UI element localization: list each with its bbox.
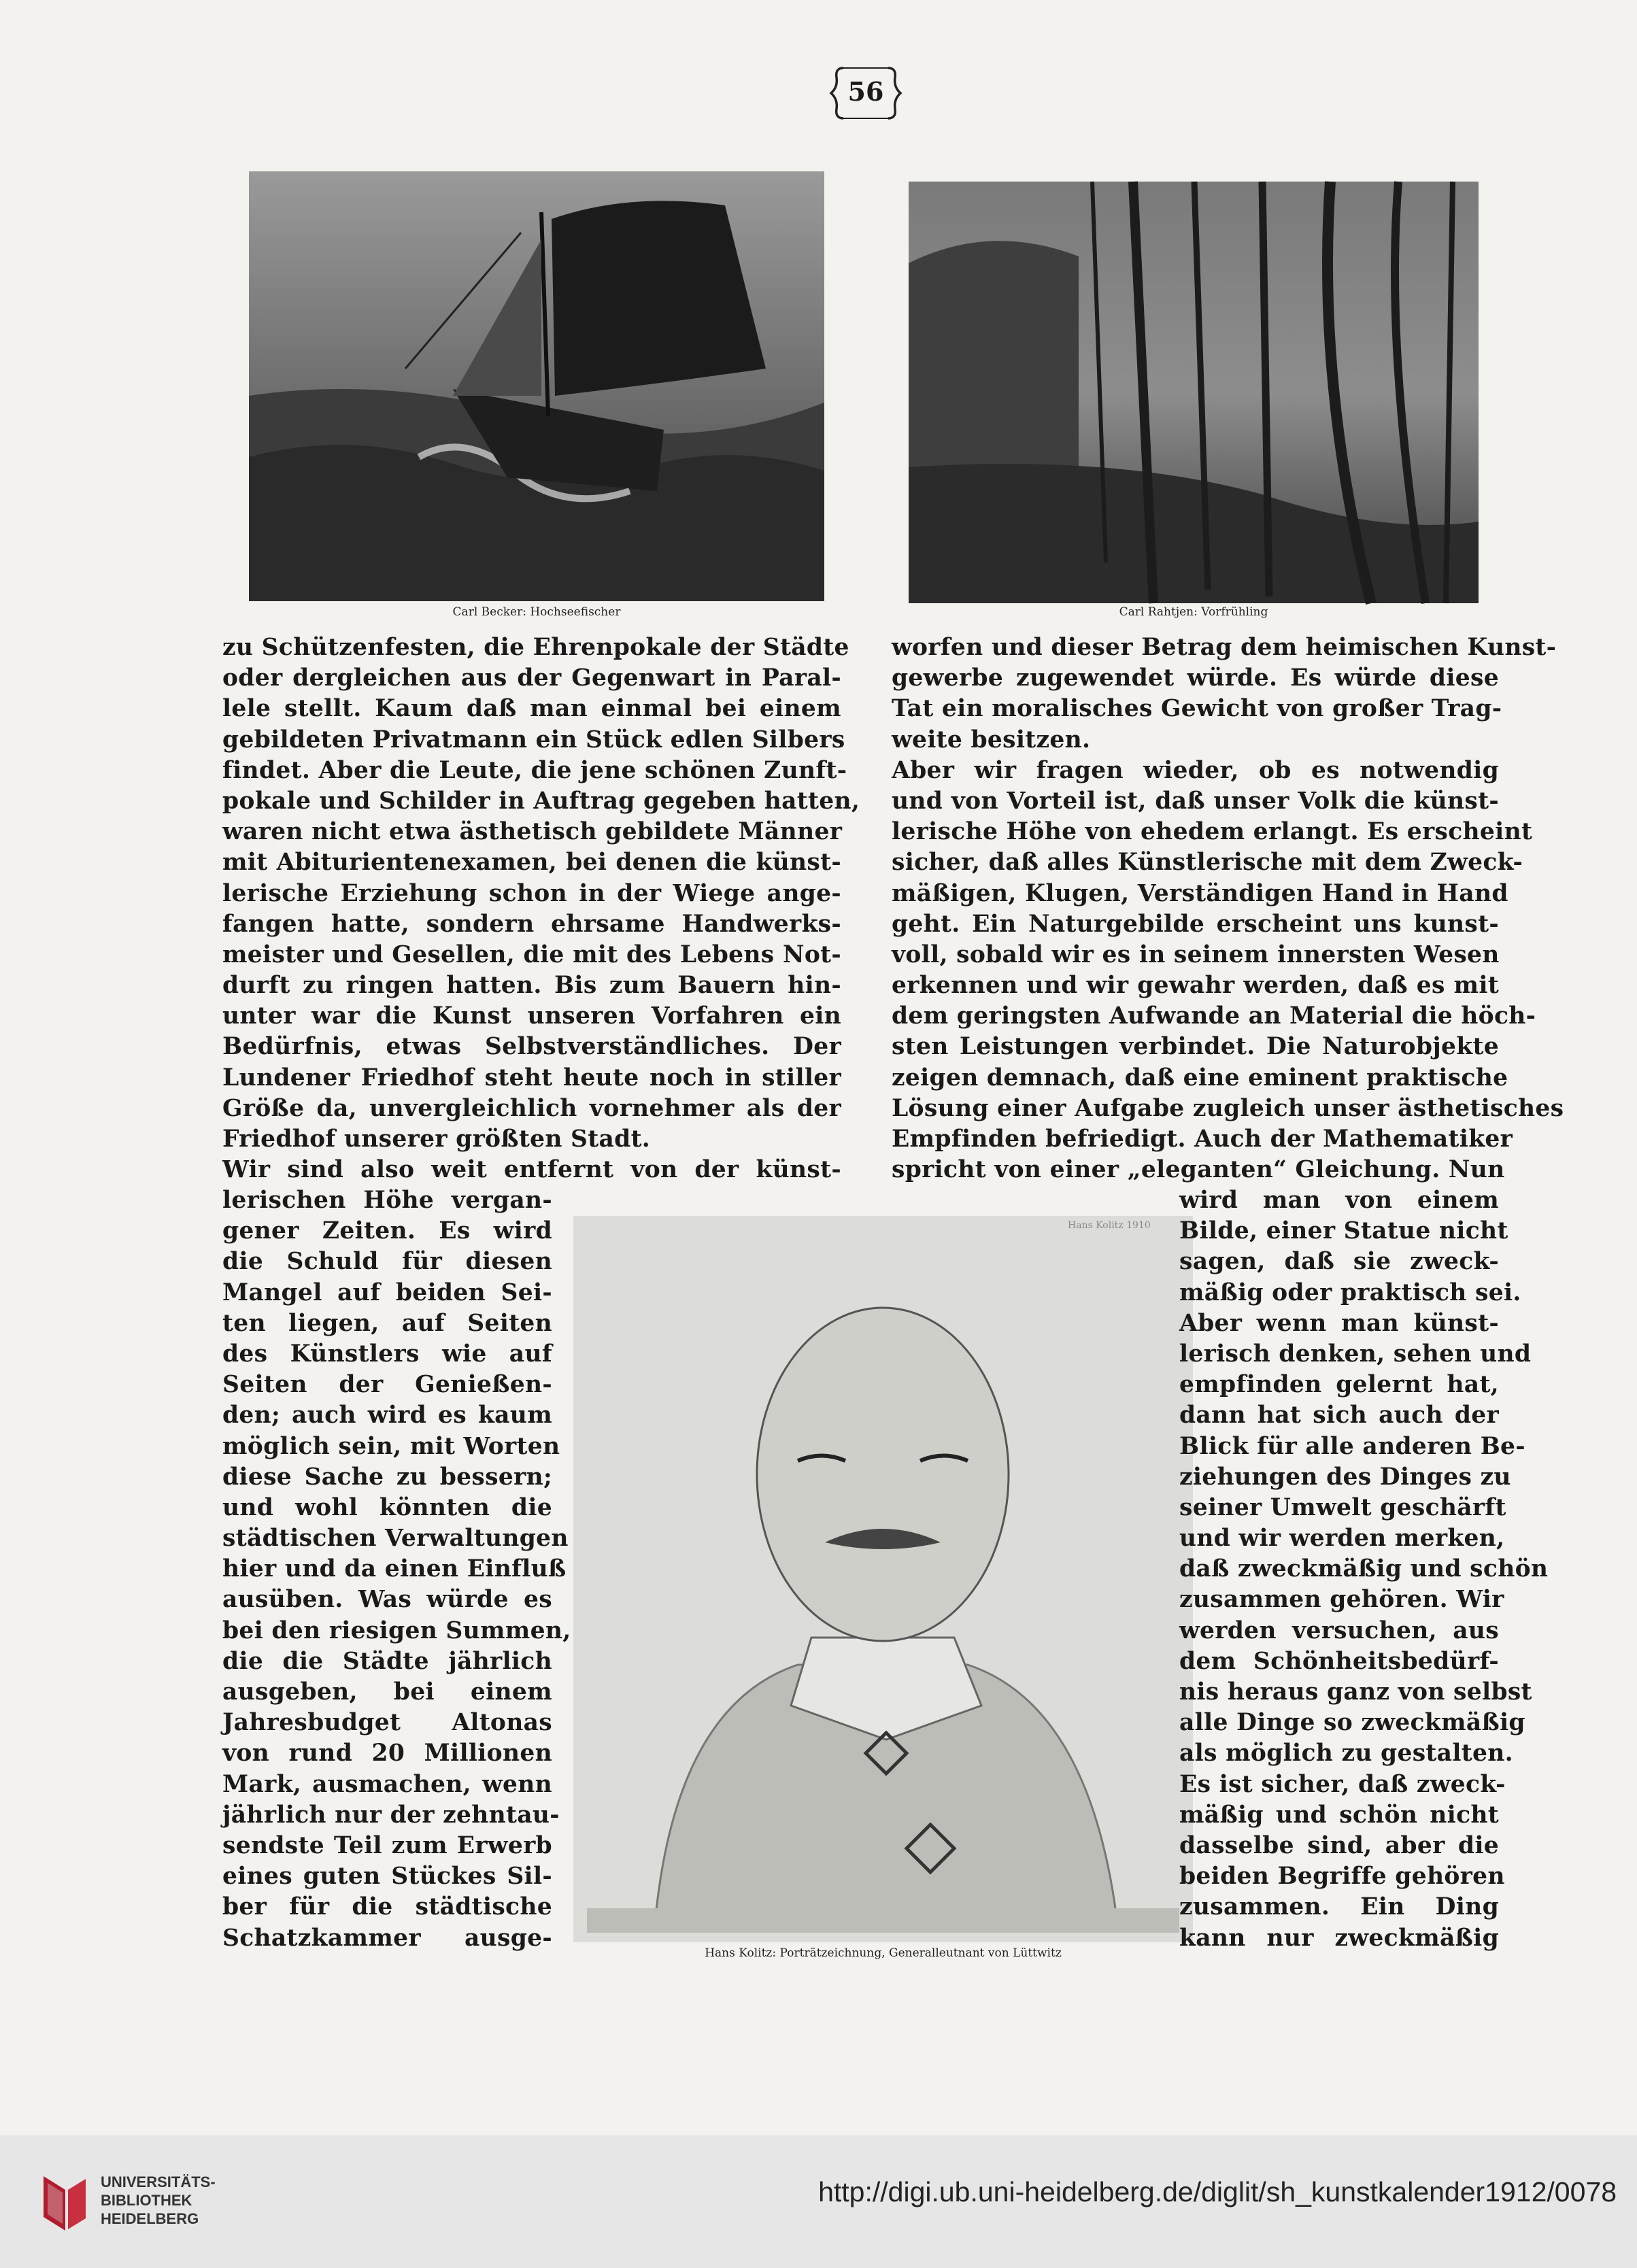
- text-line: lele stellt. Kaum daß man einmal bei einem: [222, 695, 841, 723]
- text-line: spricht von einer „eleganten“ Gleichung. Nun: [892, 1156, 1505, 1184]
- text-line: unter war die Kunst unseren Vorfahren ein: [222, 1002, 841, 1030]
- text-line: Empfinden befriedigt. Auch der Mathematiker: [892, 1125, 1513, 1153]
- text-line: Seiten der Genießen-: [222, 1371, 552, 1399]
- library-name-line: BIBLIOTHEK: [101, 2192, 192, 2209]
- text-line: Tat ein moralisches Gewicht von großer Trag-: [892, 695, 1502, 723]
- text-line: und von Vorteil ist, daß unser Volk die künst-: [892, 787, 1499, 815]
- text-line: fangen hatte, sondern ehrsame Handwerks-: [222, 910, 841, 938]
- right-column: [892, 632, 1564, 1185]
- text-line: dasselbe sind, aber die: [1179, 1831, 1499, 1859]
- text-line: von rund 20 Millionen: [222, 1740, 552, 1767]
- text-line: Bedürfnis, etwas Selbstverständliches. Der: [222, 1033, 841, 1061]
- text-line: weite besitzen.: [892, 726, 1091, 754]
- text-line: hier und da einen Einfluß: [222, 1555, 567, 1583]
- text-line: des Künstlers wie auf: [222, 1340, 552, 1368]
- text-line: kann nur zweckmäßig: [1179, 1924, 1499, 1952]
- left-column: [222, 632, 860, 1185]
- text-line: alle Dinge so zweckmäßig: [1179, 1709, 1525, 1737]
- text-line: Aber wir fragen wieder, ob es notwendig: [892, 756, 1499, 784]
- portrait-drawing: [573, 1216, 1193, 1942]
- text-line: ten liegen, auf Seiten: [222, 1309, 552, 1337]
- text-line: Lösung einer Aufgabe zugleich unser ästhetisches: [892, 1094, 1564, 1122]
- library-name-line: UNIVERSITÄTS-: [101, 2173, 216, 2190]
- text-line: Mangel auf beiden Sei-: [222, 1279, 552, 1306]
- text-line: als möglich zu gestalten.: [1179, 1740, 1513, 1767]
- text-line: voll, sobald wir es in seinem innersten Wesen: [892, 941, 1500, 968]
- text-line: nis heraus ganz von selbst: [1179, 1678, 1532, 1706]
- text-line: mäßig oder praktisch sei.: [1179, 1279, 1521, 1306]
- page-number-ornament: [828, 63, 903, 124]
- right-narrow-column: [1179, 1185, 1549, 1954]
- text-line: gener Zeiten. Es wird: [222, 1217, 552, 1245]
- text-line: findet. Aber die Leute, die jene schönen Zunft-: [222, 756, 847, 784]
- page-number: 56: [847, 76, 884, 107]
- text-line: ausüben. Was würde es: [222, 1586, 552, 1614]
- text-line: sagen, daß sie zweck-: [1179, 1248, 1499, 1276]
- text-line: lerischen Höhe vergan-: [222, 1187, 552, 1214]
- text-line: lerische Höhe von ehedem erlangt. Es erscheint: [892, 818, 1533, 846]
- text-line: Wir sind also weit entfernt von der künst-: [222, 1156, 841, 1184]
- text-line: wird man von einem: [1179, 1187, 1499, 1214]
- text-line: erkennen und wir gewahr werden, daß es mit: [892, 972, 1499, 1000]
- text-line: und wohl könnten die: [222, 1493, 552, 1521]
- text-line: jährlich nur der zehntau-: [222, 1801, 560, 1829]
- text-line: ziehungen des Dinges zu: [1179, 1463, 1511, 1491]
- text-line: durft zu ringen hatten. Bis zum Bauern hin-: [222, 972, 841, 1000]
- text-line: mit Abiturientenexamen, bei denen die künst-: [222, 849, 841, 877]
- text-line: Friedhof unserer größten Stadt.: [222, 1125, 651, 1153]
- text-line: zu Schützenfesten, die Ehrenpokale der Städte: [222, 634, 849, 661]
- university-logo-icon: [38, 2169, 89, 2234]
- text-line: gewerbe zugewendet würde. Es würde diese: [892, 664, 1499, 692]
- portrait-signature: Hans Kolitz 1910: [1068, 1220, 1151, 1231]
- text-line: die Schuld für diesen: [222, 1248, 552, 1276]
- text-line: werden versuchen, aus: [1179, 1617, 1499, 1644]
- text-line: diese Sache zu bessern;: [222, 1463, 552, 1491]
- text-line: eines guten Stückes Sil-: [222, 1863, 552, 1891]
- text-line: beiden Begriffe gehören: [1179, 1863, 1505, 1891]
- forest-painting: [909, 182, 1479, 603]
- text-line: daß zweckmäßig und schön: [1179, 1555, 1549, 1583]
- ship-caption: Carl Becker: Hochseefischer: [452, 605, 621, 619]
- left-narrow-column: [222, 1185, 571, 1954]
- text-line: Aber wenn man künst-: [1179, 1309, 1499, 1337]
- text-line: seiner Umwelt geschärft: [1179, 1493, 1506, 1521]
- text-line: Lundener Friedhof steht heute noch in stiller: [222, 1064, 841, 1091]
- text-line: städtischen Verwaltungen: [222, 1525, 569, 1553]
- text-line: Größe da, unvergleichlich vornehmer als der: [222, 1094, 841, 1122]
- text-line: Mark, ausmachen, wenn: [222, 1770, 552, 1798]
- text-line: zusammen. Ein Ding: [1179, 1893, 1499, 1921]
- text-line: oder dergleichen aus der Gegenwart in Paral-: [222, 664, 841, 692]
- text-line: den; auch wird es kaum: [222, 1402, 552, 1429]
- text-line: empfinden gelernt hat,: [1179, 1371, 1499, 1399]
- text-line: dann hat sich auch der: [1179, 1402, 1499, 1429]
- text-line: Bilde, einer Statue nicht: [1179, 1217, 1508, 1245]
- ship-painting: [249, 171, 824, 601]
- text-line: waren nicht etwa ästhetisch gebildete Männer: [222, 818, 843, 846]
- text-line: sten Leistungen verbindet. Die Naturobjekte: [892, 1033, 1499, 1061]
- text-line: dem geringsten Aufwande an Material die höch-: [892, 1002, 1536, 1030]
- text-line: worfen und dieser Betrag dem heimischen Kunst-: [892, 634, 1557, 661]
- text-line: möglich sein, mit Worten: [222, 1432, 560, 1460]
- text-line: lerisch denken, sehen und: [1179, 1340, 1532, 1368]
- source-url[interactable]: http://digi.ub.uni-heidelberg.de/diglit/sh_kunstkalender1912/0078: [818, 2176, 1617, 2207]
- portrait-caption: Hans Kolitz: Porträtzeichnung, Generalleutnant von Lüttwitz: [705, 1946, 1062, 1960]
- text-line: dem Schönheitsbedürf-: [1179, 1647, 1499, 1675]
- text-line: zusammen gehören. Wir: [1179, 1586, 1504, 1614]
- text-line: meister und Gesellen, die mit des Lebens Not-: [222, 941, 841, 968]
- text-line: gebildeten Privatmann ein Stück edlen Silbers: [222, 726, 845, 754]
- text-line: geht. Ein Naturgebilde erscheint uns kunst-: [892, 910, 1499, 938]
- text-line: mäßig und schön nicht: [1179, 1801, 1499, 1829]
- text-line: mäßigen, Klugen, Verständigen Hand in Hand: [892, 879, 1508, 907]
- forest-caption: Carl Rahtjen: Vorfrühling: [1119, 605, 1268, 619]
- text-line: Es ist sicher, daß zweck-: [1179, 1770, 1506, 1798]
- text-line: sicher, daß alles Künstlerische mit dem Zweck-: [892, 849, 1523, 877]
- text-line: und wir werden merken,: [1179, 1525, 1505, 1553]
- text-line: Jahresbudget Altonas: [222, 1709, 552, 1737]
- text-line: Schatzkammer ausge-: [222, 1924, 552, 1952]
- text-line: Blick für alle anderen Be-: [1179, 1432, 1525, 1460]
- library-name: [101, 2173, 216, 2228]
- text-line: die die Städte jährlich: [222, 1647, 552, 1675]
- text-line: zeigen demnach, daß eine eminent praktische: [892, 1064, 1508, 1091]
- text-line: sendste Teil zum Erwerb: [222, 1831, 552, 1859]
- text-line: bei den riesigen Summen,: [222, 1617, 571, 1644]
- text-line: pokale und Schilder in Auftrag gegeben hatten,: [222, 787, 860, 815]
- text-line: ausgeben, bei einem: [222, 1678, 552, 1706]
- text-line: ber für die städtische: [222, 1893, 552, 1921]
- library-name-line: HEIDELBERG: [101, 2210, 199, 2227]
- text-line: lerische Erziehung schon in der Wiege ange-: [222, 879, 841, 907]
